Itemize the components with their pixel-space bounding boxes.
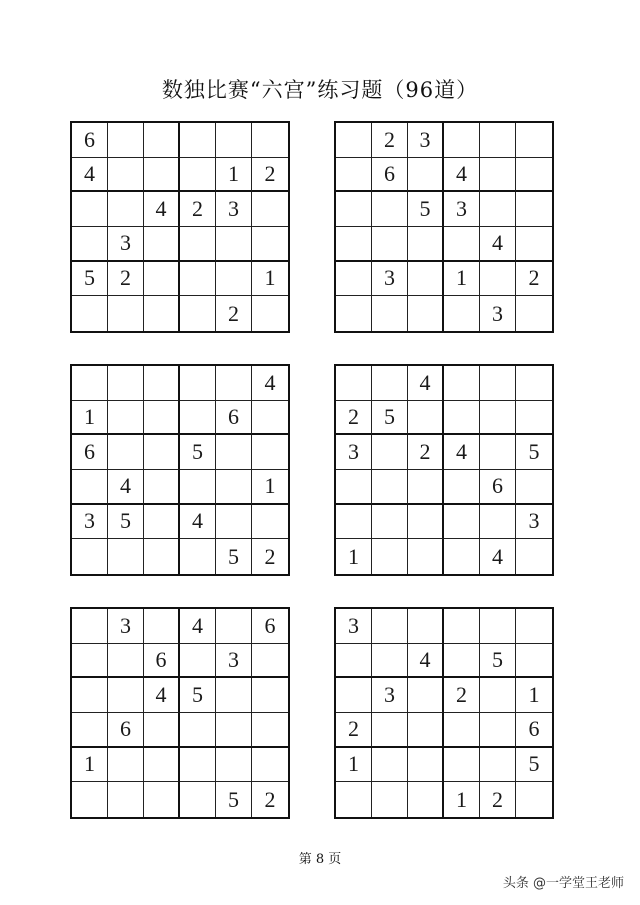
sudoku-cell [252, 505, 288, 540]
sudoku-cell: 5 [516, 435, 552, 470]
sudoku-cell: 4 [480, 539, 516, 574]
sudoku-cell [72, 366, 108, 401]
sudoku-cell: 2 [264, 786, 276, 812]
sudoku-cell: 2 [516, 262, 552, 297]
sudoku-cell [516, 609, 552, 644]
sudoku-cell: 3 [108, 609, 144, 644]
sudoku-cell [144, 609, 180, 644]
sudoku-cell: 3 [372, 262, 408, 297]
sudoku-cell: 1 [72, 748, 108, 783]
sudoku-grid-6 [336, 609, 552, 817]
sudoku-cell: 6 [480, 470, 516, 505]
sudoku-cell [144, 539, 180, 574]
sudoku-cell: 2 [252, 158, 288, 193]
sudoku-cell [372, 713, 408, 748]
sudoku-cell [216, 505, 252, 540]
sudoku-cell: 4 [144, 678, 180, 713]
sudoku-cell [372, 505, 408, 540]
sudoku-cell: 4 [408, 644, 444, 679]
sudoku-cell [180, 366, 216, 401]
sudoku-cell [252, 192, 288, 227]
sudoku-cell: 2 [180, 192, 216, 227]
sudoku-cell [480, 713, 516, 748]
sudoku-cell [72, 782, 108, 817]
sudoku-cell [252, 401, 288, 436]
sudoku-cell [516, 782, 552, 817]
sudoku-cell: 2 [336, 401, 372, 436]
sudoku-cell [444, 748, 480, 783]
sudoku-cell [108, 192, 144, 227]
sudoku-cell [336, 227, 372, 262]
sudoku-cell: 6 [516, 713, 552, 748]
sudoku-cell [480, 158, 516, 193]
sudoku-cell [144, 296, 180, 331]
sudoku-cell [72, 713, 108, 748]
sudoku-cell [516, 158, 552, 193]
sudoku-cell [444, 227, 480, 262]
sudoku-cell: 3 [444, 192, 480, 227]
sudoku-cell: 2 [336, 713, 372, 748]
sudoku-cell [480, 609, 516, 644]
sudoku-cell [180, 748, 216, 783]
sudoku-cell: 6 [72, 123, 108, 158]
sudoku-cell [408, 262, 444, 297]
sudoku-cell: 4 [444, 158, 480, 193]
sudoku-cell: 4 [408, 366, 444, 401]
sudoku-cell [108, 296, 144, 331]
sudoku-cell: 2 [444, 678, 480, 713]
sudoku-cell: 3 [372, 678, 408, 713]
sudoku-grid-3 [72, 366, 288, 574]
sudoku-cell [72, 644, 108, 679]
sudoku-cell: 1 [444, 262, 480, 297]
sudoku-cell: 2 [408, 435, 444, 470]
sudoku-cell [336, 678, 372, 713]
sudoku-cell [444, 296, 480, 331]
sudoku-cell [144, 748, 180, 783]
sudoku-cell [516, 401, 552, 436]
sudoku-cell [516, 123, 552, 158]
sudoku-cell: 1 [72, 401, 108, 436]
sudoku-cell: 2 [216, 296, 252, 331]
sudoku-cell [108, 366, 144, 401]
sudoku-cell [216, 262, 252, 297]
sudoku-cell [480, 435, 516, 470]
sudoku-cell [216, 678, 252, 713]
sudoku-cell [480, 748, 516, 783]
sudoku-cell [72, 192, 108, 227]
sudoku-cell [180, 713, 216, 748]
sudoku-cell [336, 470, 372, 505]
sudoku-cell [372, 609, 408, 644]
sudoku-cell: 5 [108, 505, 144, 540]
sudoku-cell: 4 [144, 192, 180, 227]
sudoku-cell [408, 748, 444, 783]
sudoku-cell [408, 609, 444, 644]
sudoku-cell: 4 [108, 470, 144, 505]
sudoku-cell: 1 [252, 470, 288, 505]
sudoku-cell [408, 539, 444, 574]
sudoku-cell [180, 158, 216, 193]
sudoku-cell [336, 644, 372, 679]
sudoku-cell [444, 644, 480, 679]
sudoku-cell [336, 782, 372, 817]
sudoku-cell [408, 505, 444, 540]
sudoku-cell: 1 [336, 539, 372, 574]
sudoku-cell: 3 [72, 505, 108, 540]
sudoku-cell [108, 158, 144, 193]
sudoku-cell [252, 678, 288, 713]
sudoku-cell [144, 227, 180, 262]
sudoku-cell: 4 [480, 227, 516, 262]
sudoku-cell: 5 [180, 678, 216, 713]
sudoku-cell: 3 [336, 435, 372, 470]
sudoku-cell [372, 644, 408, 679]
sudoku-cell [144, 401, 180, 436]
sudoku-cell [252, 748, 288, 783]
sudoku-cell: 6 [72, 435, 108, 470]
sudoku-cell [180, 262, 216, 297]
sudoku-cell: 4 [72, 158, 108, 193]
sudoku-cell [180, 123, 216, 158]
sudoku-cell: 1 [252, 262, 288, 297]
sudoku-cell [336, 366, 372, 401]
sudoku-cell [480, 262, 516, 297]
sudoku-cell [444, 366, 480, 401]
sudoku-cell: 1 [336, 748, 372, 783]
sudoku-cell [480, 366, 516, 401]
sudoku-grid-1 [72, 123, 288, 331]
sudoku-cell: 5 [72, 262, 108, 297]
sudoku-cell [144, 366, 180, 401]
sudoku-cell [72, 609, 108, 644]
sudoku-cell: 4 [444, 435, 480, 470]
sudoku-cell: 4 [180, 609, 216, 644]
sudoku-cell [216, 609, 252, 644]
sudoku-cell [480, 192, 516, 227]
sudoku-cell [372, 748, 408, 783]
sudoku-cell: 5 [216, 539, 252, 574]
sudoku-cell: 6 [216, 401, 252, 436]
sudoku-cell [72, 227, 108, 262]
sudoku-cell [444, 123, 480, 158]
sudoku-cell [408, 782, 444, 817]
sudoku-grid-5 [72, 609, 288, 817]
sudoku-cell [372, 296, 408, 331]
sudoku-cell [372, 192, 408, 227]
sudoku-cell: 5 [516, 748, 552, 783]
sudoku-cell [252, 123, 288, 158]
sudoku-cell [336, 123, 372, 158]
sudoku-cell [480, 505, 516, 540]
sudoku-cell [444, 713, 480, 748]
sudoku-cell [252, 713, 288, 748]
sudoku-cell [144, 470, 180, 505]
sudoku-cell [72, 678, 108, 713]
sudoku-cell [216, 470, 252, 505]
sudoku-cell [180, 782, 216, 817]
sudoku-cell [372, 470, 408, 505]
sudoku-cell: 6 [144, 644, 180, 679]
sudoku-cell [372, 782, 408, 817]
sudoku-cell: 1 [216, 158, 252, 193]
sudoku-cell [252, 296, 288, 331]
sudoku-cell: 4 [180, 505, 216, 540]
sudoku-cell [144, 782, 180, 817]
sudoku-cell [516, 470, 552, 505]
sudoku-cell [72, 470, 108, 505]
sudoku-cell [144, 713, 180, 748]
sudoku-cell: 1 [516, 678, 552, 713]
sudoku-cell [516, 192, 552, 227]
sudoku-cell: 3 [480, 296, 516, 331]
sudoku-cell [216, 123, 252, 158]
sudoku-cell [216, 748, 252, 783]
sudoku-cell: 1 [444, 782, 480, 817]
sudoku-cell: 3 [516, 505, 552, 540]
sudoku-cell [108, 123, 144, 158]
sudoku-cell [144, 123, 180, 158]
sudoku-cell: 4 [252, 366, 288, 401]
sudoku-cell [372, 539, 408, 574]
sudoku-cell [516, 539, 552, 574]
sudoku-cell [72, 539, 108, 574]
sudoku-grid-2 [336, 123, 552, 331]
sudoku-cell [408, 678, 444, 713]
sudoku-cell [144, 158, 180, 193]
sudoku-cell: 2 [480, 782, 516, 817]
sudoku-cell [252, 435, 288, 470]
sudoku-cell [216, 366, 252, 401]
sudoku-cell [216, 227, 252, 262]
sudoku-cell [516, 227, 552, 262]
sudoku-cell: 3 [216, 192, 252, 227]
sudoku-cell: 6 [108, 713, 144, 748]
sudoku-cell [516, 296, 552, 331]
sudoku-cell [216, 435, 252, 470]
sudoku-cell [252, 644, 288, 679]
sudoku-cell [444, 470, 480, 505]
sudoku-cell [444, 609, 480, 644]
sudoku-cell [480, 678, 516, 713]
sudoku-cell: 6 [252, 609, 288, 644]
sudoku-grid-4 [336, 366, 552, 574]
sudoku-cell [336, 296, 372, 331]
sudoku-cell [108, 644, 144, 679]
page-title: 数独比赛“六宫”练习题（96道） [161, 78, 479, 102]
sudoku-cell: 5 [372, 401, 408, 436]
sudoku-cell [336, 192, 372, 227]
sudoku-cell [408, 713, 444, 748]
sudoku-cell [444, 505, 480, 540]
sudoku-cell: 3 [408, 123, 444, 158]
sudoku-cell: 2 [372, 123, 408, 158]
sudoku-cell [108, 401, 144, 436]
sudoku-cell [516, 366, 552, 401]
sudoku-cell [516, 644, 552, 679]
sudoku-cell: 3 [108, 227, 144, 262]
sudoku-cell [408, 227, 444, 262]
sudoku-cell [408, 296, 444, 331]
sudoku-cell [336, 505, 372, 540]
sudoku-cell [144, 435, 180, 470]
sudoku-cell [408, 470, 444, 505]
sudoku-cell [408, 158, 444, 193]
sudoku-cell [372, 227, 408, 262]
sudoku-cell: 5 [216, 782, 252, 817]
sudoku-cell [108, 678, 144, 713]
sudoku-cell [336, 158, 372, 193]
sudoku-cell [480, 123, 516, 158]
sudoku-cell [252, 227, 288, 262]
sudoku-cell [180, 470, 216, 505]
sudoku-cell [372, 366, 408, 401]
sudoku-cell: 2 [264, 543, 276, 569]
sudoku-cell [180, 644, 216, 679]
sudoku-cell [444, 401, 480, 436]
sudoku-cell [144, 262, 180, 297]
sudoku-cell: 6 [372, 158, 408, 193]
sudoku-cell [336, 262, 372, 297]
sudoku-cell [180, 539, 216, 574]
sudoku-cell [108, 539, 144, 574]
sudoku-cell [216, 713, 252, 748]
sudoku-cell: 2 [108, 262, 144, 297]
sudoku-cell [372, 435, 408, 470]
sudoku-cell [408, 401, 444, 436]
sudoku-cell [72, 296, 108, 331]
sudoku-cell: 5 [180, 435, 216, 470]
sudoku-cell: 3 [336, 609, 372, 644]
sudoku-cell: 5 [480, 644, 516, 679]
page-number: 第 8 页 [298, 852, 342, 867]
watermark: 头条 @一学堂王老师 [502, 876, 624, 891]
sudoku-cell [180, 227, 216, 262]
sudoku-cell: 3 [216, 644, 252, 679]
sudoku-cell [108, 435, 144, 470]
sudoku-cell [444, 539, 480, 574]
sudoku-cell [144, 505, 180, 540]
sudoku-cell [180, 296, 216, 331]
sudoku-cell: 5 [408, 192, 444, 227]
sudoku-cell [480, 401, 516, 436]
sudoku-cell [108, 748, 144, 783]
sudoku-cell [108, 782, 144, 817]
sudoku-cell [180, 401, 216, 436]
